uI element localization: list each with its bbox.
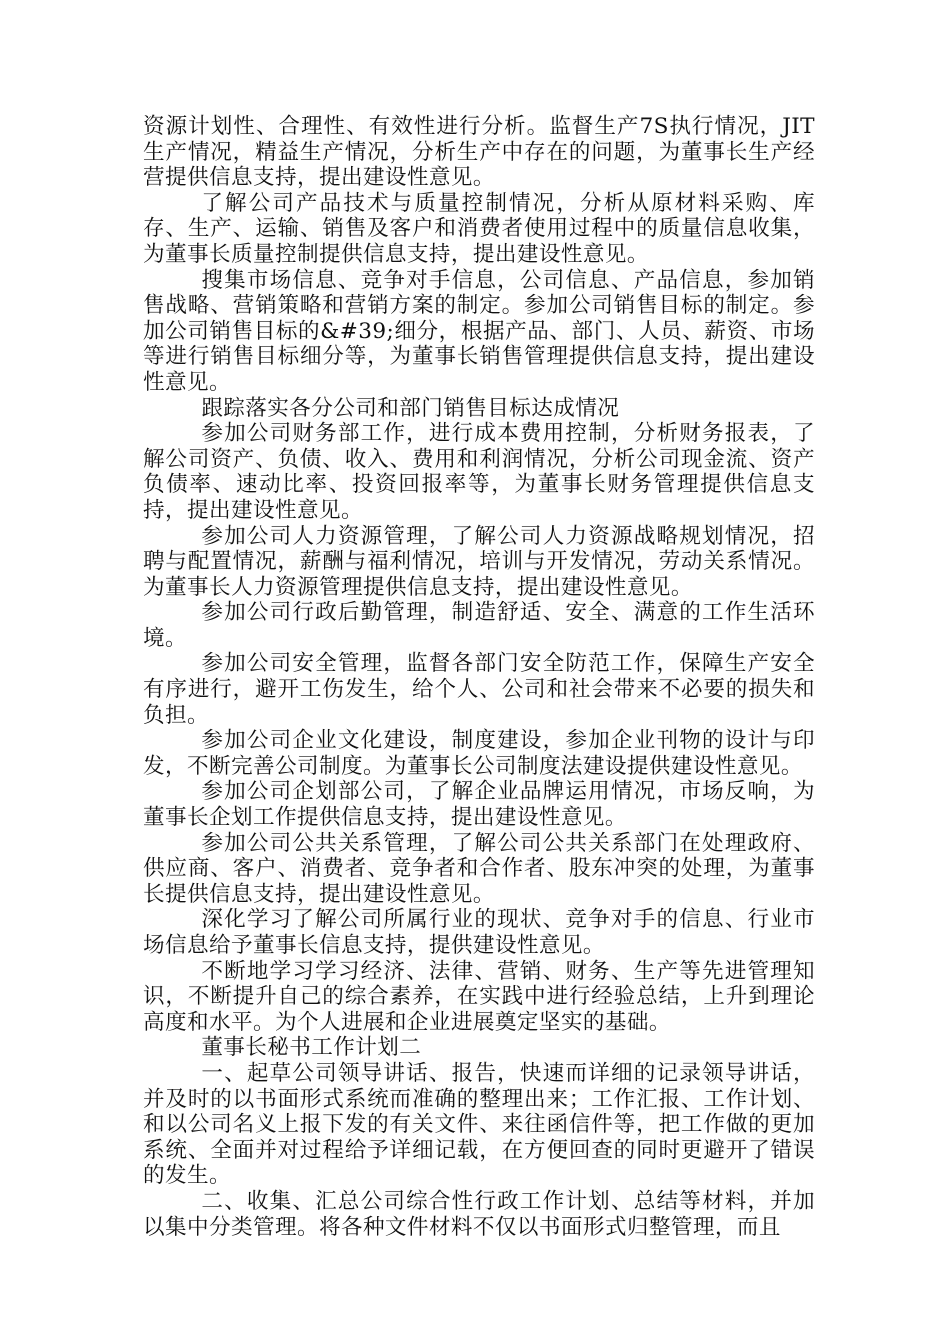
paragraph-quality-control: 了解公司产品技术与质量控制情况，分析从原材料采购、库存、生产、运输、销售及客户和消费者使用过程中的质量信息收集，为董事长质量控制提供信息支持，提出建设性意见。: [143, 190, 815, 267]
paragraph-administration: 参加公司行政后勤管理，制造舒适、安全、满意的工作生活环境。: [143, 600, 815, 651]
paragraph-continuous-learning: 不断地学习学习经济、法律、营销、财务、生产等先进管理知识，不断提升自己的综合素养，在实践中进行经验总结，上升到理论高度和水平。为个人进展和企业进展奠定坚实的基础。: [143, 958, 815, 1035]
paragraph-market-sales: 搜集市场信息、竞争对手信息，公司信息、产品信息，参加销售战略、营销策略和营销方案的制定。参加公司销售目标的制定。参加公司销售目标的&#39;细分，根据产品、部门、人员、薪资、市场等进行销售目标细分等，为董事长销售管理提供信息支持，提出建设性意见。: [143, 267, 815, 395]
paragraph-safety: 参加公司安全管理，监督各部门安全防范工作，保障生产安全有序进行，避开工伤发生，给个人、公司和社会带来不必要的损失和负担。: [143, 651, 815, 728]
paragraph-sales-target-tracking: 跟踪落实各分公司和部门销售目标达成情况: [201, 395, 620, 421]
paragraph-corporate-culture: 参加公司企业文化建设，制度建设，参加企业刊物的设计与印发，不断完善公司制度。为董事长公司制度法建设提供建设性意见。: [143, 728, 815, 779]
document-body: [143, 114, 815, 1240]
paragraph-public-relations: 参加公司公共关系管理，了解公司公共关系部门在处理政府、供应商、客户、消费者、竞争者和合作者、股东冲突的处理，为董事长提供信息支持，提出建设性意见。: [143, 830, 815, 907]
section-heading-plan-two: 董事长秘书工作计划二: [201, 1035, 422, 1061]
paragraph-item-one: 一、起草公司领导讲话、报告，快速而详细的记录领导讲话，并及时的以书面形式系统而准确的整理出来；工作汇报、工作计划、和以公司名义上报下发的有关文件、来往函信件等，把工作做的更加系统、全面并对过程给予详细记载，在方便回查的同时更避开了错误的发生。: [143, 1060, 815, 1189]
paragraph-production-analysis: 资源计划性、合理性、有效性进行分析。监督生产7S执行情况，JIT生产情况，精益生产情况，分析生产中存在的问题，为董事长生产经营提供信息支持，提出建设性意见。: [143, 114, 815, 191]
paragraph-item-two: 二、收集、汇总公司综合性行政工作计划、总结等材料，并加以集中分类管理。将各种文件材料不仅以书面形式归整管理，而且: [143, 1188, 815, 1240]
paragraph-planning-dept: 参加公司企划部公司，了解企业品牌运用情况，市场反响，为董事长企划工作提供信息支持，提出建设性意见。: [143, 779, 815, 831]
paragraph-human-resources: 参加公司人力资源管理，了解公司人力资源战略规划情况，招聘与配置情况，薪酬与福利情况，培训与开发情况，劳动关系情况。为董事长人力资源管理提供信息支持，提出建设性意见。: [143, 523, 815, 600]
paragraph-finance: 参加公司财务部工作，进行成本费用控制，分析财务报表，了解公司资产、负债、收入、费用和利润情况，分析公司现金流、资产负债率、速动比率、投资回报率等，为董事长财务管理提供信息支持，提出建设性意见。: [143, 421, 815, 523]
paragraph-industry-study: 深化学习了解公司所属行业的现状、竞争对手的信息、行业市场信息给予董事长信息支持，提供建设性意见。: [143, 907, 815, 958]
